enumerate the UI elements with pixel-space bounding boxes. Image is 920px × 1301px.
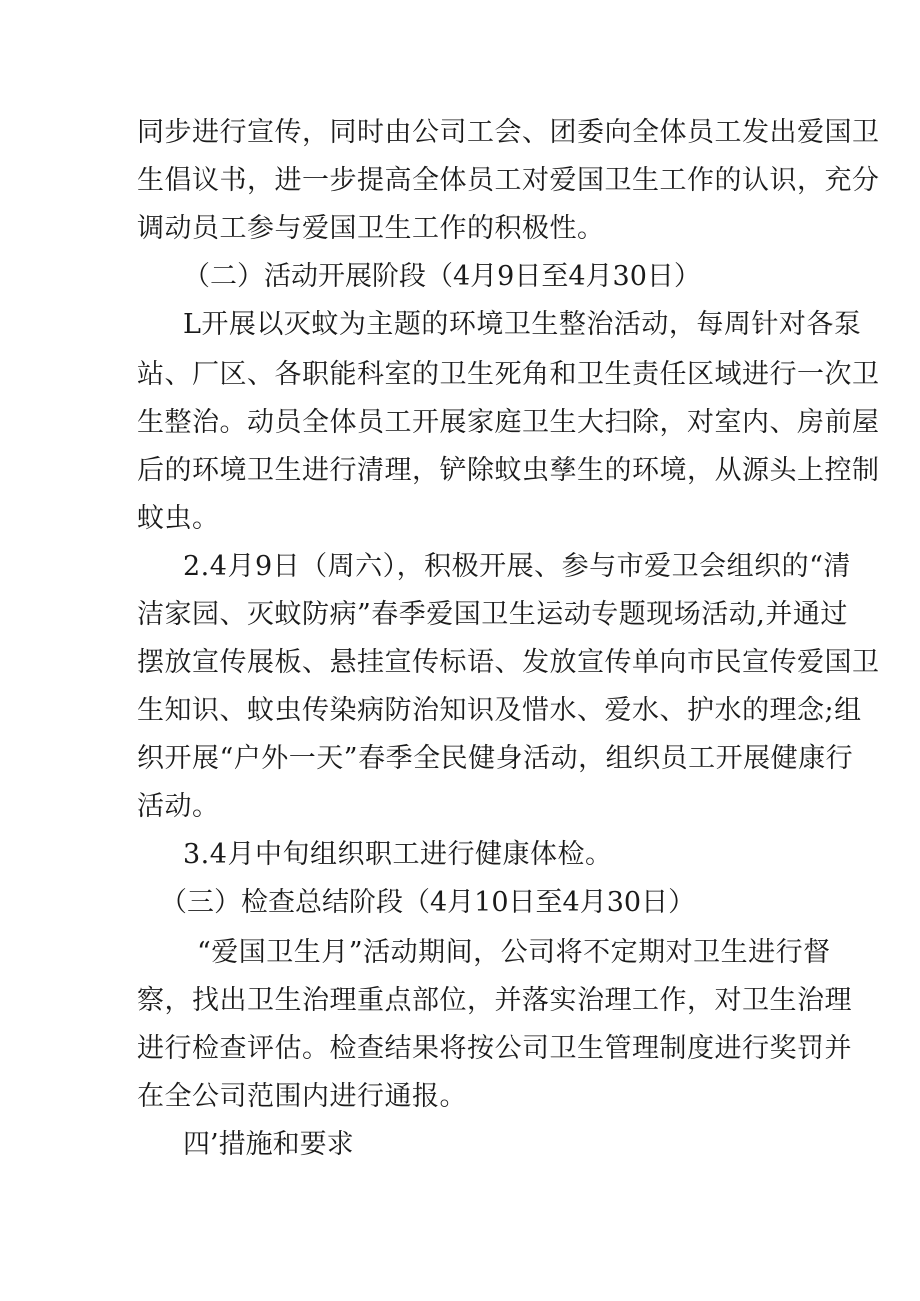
paragraph-line: “爱国卫生月”活动期间，公司将不定期对卫生进行督 <box>197 937 831 968</box>
paragraph-line: 察，找出卫生治理重点部位，并落实治理工作，对卫生治理 <box>137 985 852 1016</box>
paragraph-line: 生倡议书，进一步提高全体员工对爱国卫生工作的认识，充分 <box>137 165 880 196</box>
paragraph-line: 生整治。动员全体员工开展家庭卫生大扫除，对室内、房前屋 <box>137 407 880 438</box>
paragraph-line: 3.4月中旬组织职工进行健康体检。 <box>183 839 613 870</box>
section-heading-4: 四’措施和要求 <box>183 1129 354 1160</box>
paragraph-line: 生知识、蚊虫传染病防治知识及惜水、爱水、护水的理念;组 <box>137 695 862 726</box>
paragraph-line: 在全公司范围内进行通报。 <box>137 1081 467 1112</box>
paragraph-line: 调动员工参与爱国卫生工作的积极性。 <box>137 213 605 244</box>
paragraph-line: 活动。 <box>137 791 220 822</box>
section-heading-2: （二）活动开展阶段（4月9日至4月30日） <box>183 261 701 292</box>
paragraph-line: 进行检查评估。检查结果将按公司卫生管理制度进行奖罚并 <box>137 1033 852 1064</box>
paragraph-line: 后的环境卫生进行清理，铲除蚊虫孳生的环境，从源头上控制 <box>137 455 880 486</box>
paragraph-line: 站、厂区、各职能科室的卫生死角和卫生责任区域进行一次卫 <box>137 359 880 390</box>
paragraph-line: 织开展“户外一天”春季全民健身活动，组织员工开展健康行 <box>137 743 854 774</box>
paragraph-line: L开展以灭蚊为主题的环境卫生整治活动，每周针对各泵 <box>183 309 862 340</box>
paragraph-line: 蚊虫。 <box>137 503 220 534</box>
paragraph-line: 摆放宣传展板、悬挂宣传标语、发放宣传单向市民宣传爱国卫 <box>137 647 880 678</box>
paragraph-line: 洁家园、灭蚊防病”春季爱国卫生运动专题现场活动,并通过 <box>137 599 848 630</box>
paragraph-line: 同步进行宣传，同时由公司工会、团委向全体员工发出爱国卫 <box>137 117 880 148</box>
paragraph-line: 2.4月9日（周六），积极开展、参与市爱卫会组织的“清 <box>183 551 851 582</box>
section-heading-3: （三）检查总结阶段（4月10日至4月30日） <box>160 887 696 918</box>
